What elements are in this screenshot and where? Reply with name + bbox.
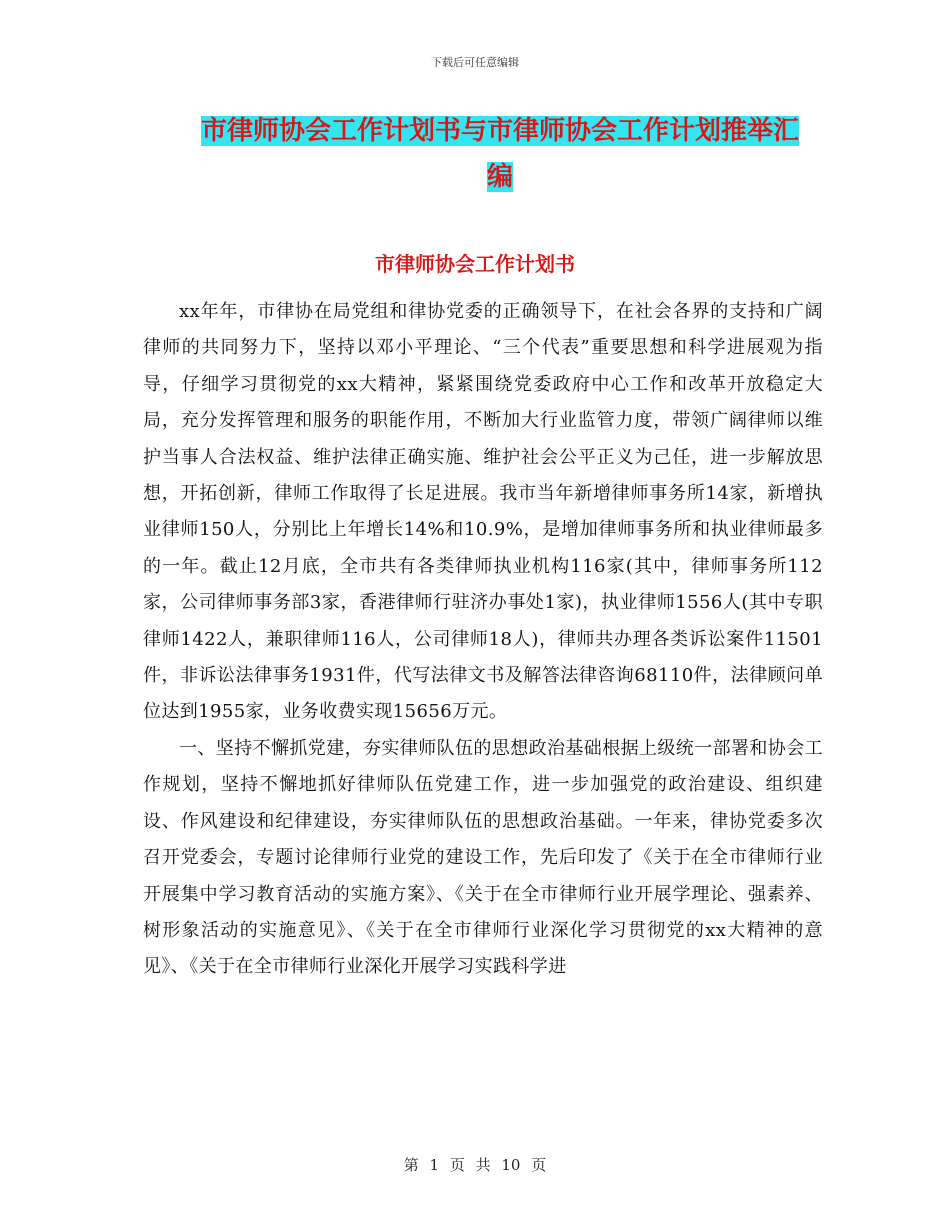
paragraph: xx年年，市律协在局党组和律协党委的正确领导下，在社会各界的支持和广阔律师的共同努力下，坚持以邓小平理论、“三个代表”重要思想和科学进展观为指导，仔细学习贯彻党的xx大精神，紧紧围绕党委政府中心工作和改革开放稳定大局，充分发挥管理和服务的职能作用，不断加大行业监管力度，带领广阔律师以维护当事人合法权益、维护法律正确实施、维护社会公平正义为己任，进一步解放思想，开拓创新，律师工作取得了长足进展。我市当年新增律师事务所14家，新增执业律师150人，分别比上年增长14%和10.9%，是增加律师事务所和执业律师最多的一年。截止12月底，全市共有各类律师执业机构116家(其中，律师事务所112家，公司律师事务部3家，香港律师行驻济办事处1家)，执业律师1556人(其中专职律师1422人，兼职律师116人，公司律师18人)，律师共办理各类诉讼案件11501件，非诉讼法律事务1931件，代写法律文书及解答法律咨询68110件，法律顾问单位达到1955家，业务收费实现15656万元。 (143, 301, 823, 723)
page-header-note: 下载后可任意编辑 (431, 56, 519, 69)
page-number-footer: 第 1 页 共 10 页 (403, 1156, 547, 1174)
paragraph: 一、坚持不懈抓党建，夯实律师队伍的思想政治基础根据上级统一部署和协会工作规划，坚持不懈地抓好律师队伍党建工作，进一步加强党的政治建设、组织建设、作风建设和纪律建设，夯实律师队伍的思想政治基础。一年来，律协党委多次召开党委会，专题讨论律师行业党的建设工作，先后印发了《关于在全市律师行业开展集中学习教育活动的实施方案》、《关于在全市律师行业开展学理论、强素养、树形象活动的实施意见》、《关于在全市律师行业深化学习贯彻党的xx大精神的意见》、《关于在全市律师行业深化开展学习实践科学进 (143, 737, 823, 978)
document-title (190, 108, 810, 200)
document-title-text: 市律师协会工作计划书与市律师协会工作计划推举汇编 (200, 116, 799, 192)
section-title: 市律师协会工作计划书 (375, 252, 575, 276)
document-body (143, 294, 823, 986)
